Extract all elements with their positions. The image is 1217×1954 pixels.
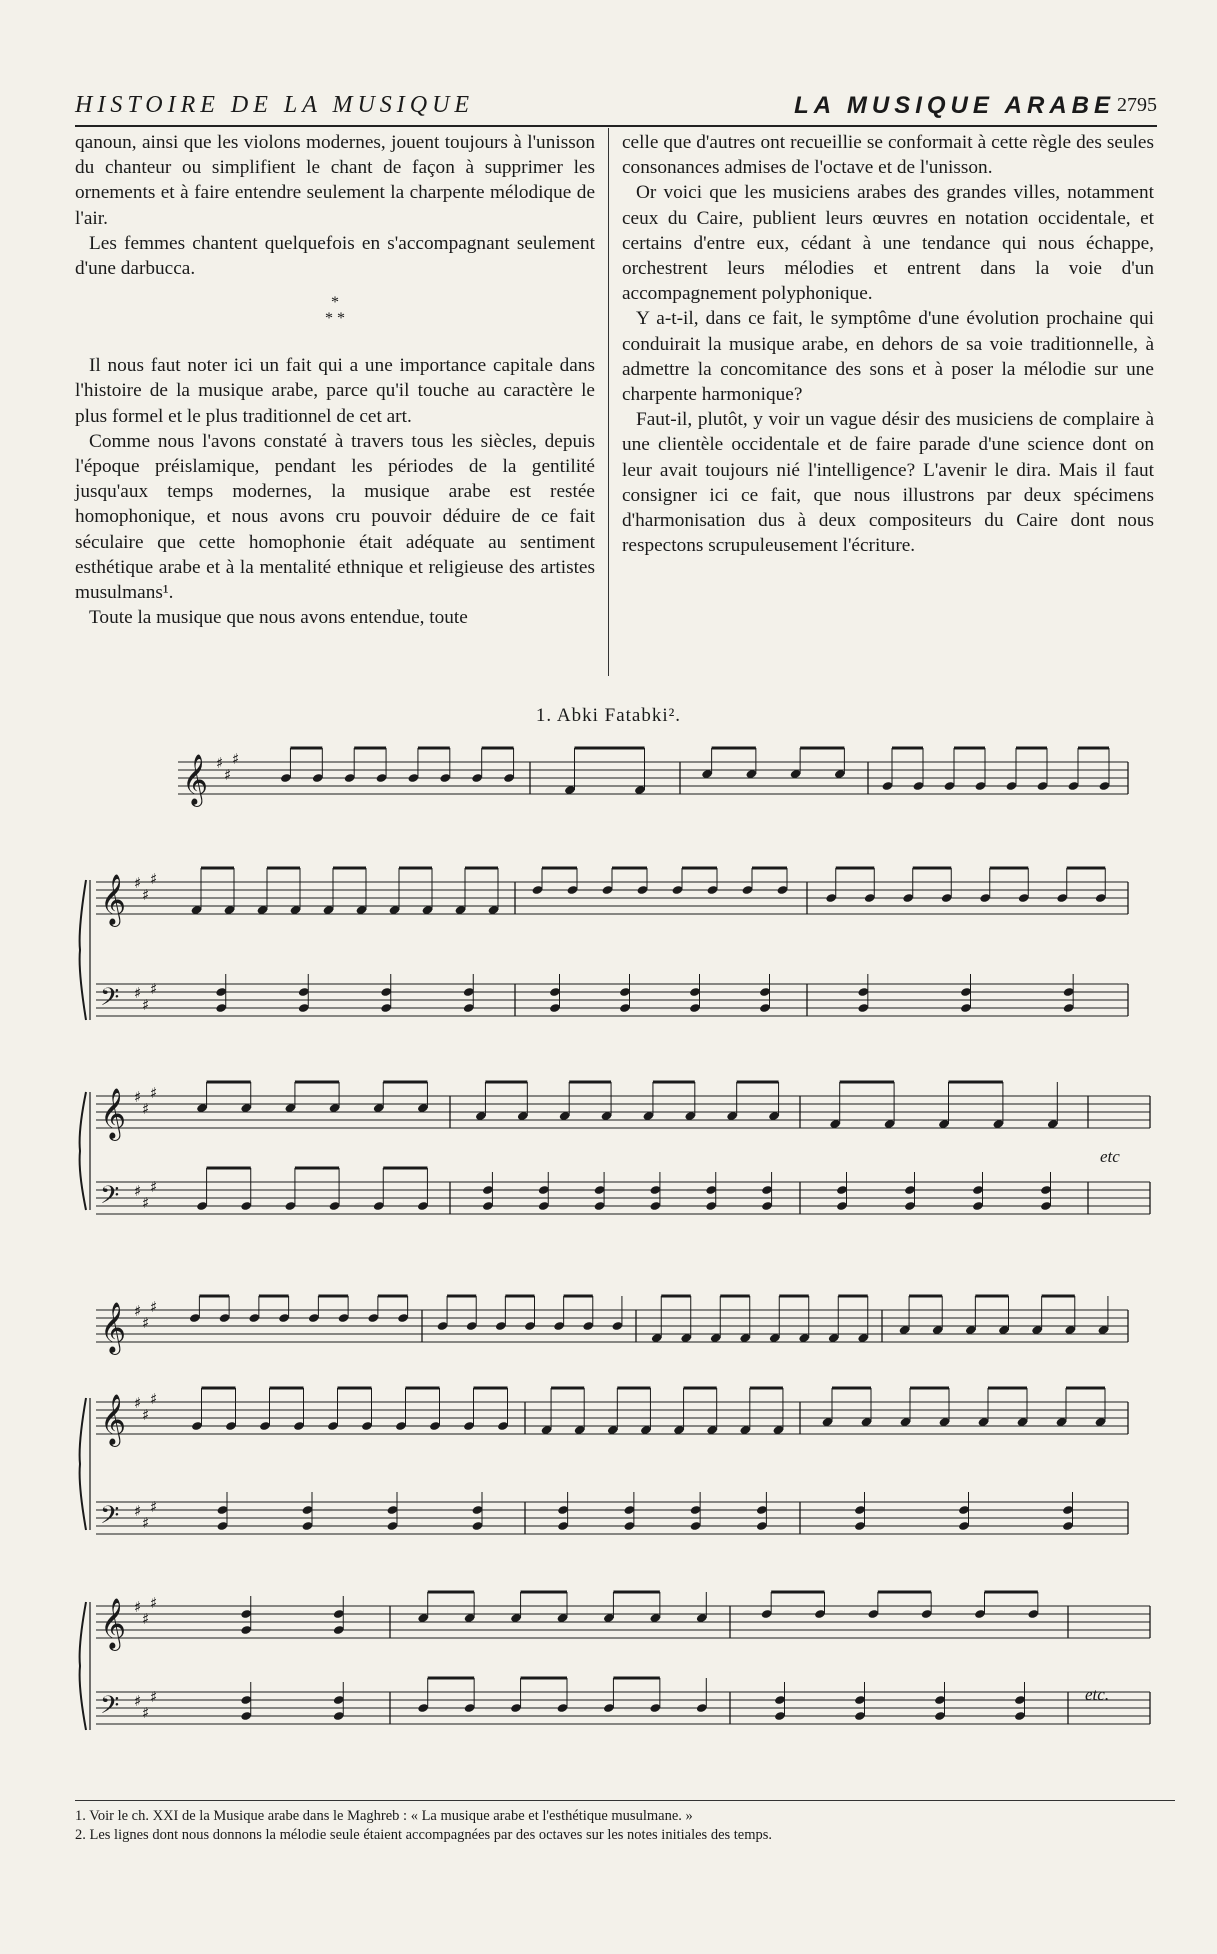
header-rule	[75, 125, 1157, 127]
sharp-icon: ♯	[142, 1704, 150, 1722]
sharp-icon: ♯	[232, 750, 240, 768]
sharp-icon: ♯	[142, 1314, 150, 1332]
footnote-rule	[75, 1800, 1175, 1801]
header-right-title: LA MUSIQUE ARABE	[794, 92, 1115, 119]
page-number: 2795	[1117, 94, 1157, 116]
sharp-icon: ♯	[224, 766, 232, 784]
left-paragraph-1: qanoun, ainsi que les violons modernes, jouent toujours à l'unisson du chanteur ou simplifient le chant de façon à supprimer les ornements et à faire entendre seulement la charpente mélodique de l'air.	[75, 132, 595, 229]
etc-label-2: etc.	[1085, 1685, 1110, 1704]
sharp-icon: ♯	[142, 1194, 150, 1212]
system-5-brace	[80, 1398, 86, 1530]
footnote-1: 1. Voir le ch. XXI de la Musique arabe dans le Maghreb : « La musique arabe et l'esthétique musulmane. »	[75, 1808, 693, 1824]
left-column	[75, 130, 595, 630]
sharp-icon: ♯	[150, 1498, 158, 1516]
sharp-icon: ♯	[142, 886, 150, 904]
sharp-icon: ♯	[142, 1100, 150, 1118]
sharp-icon: ♯	[134, 1502, 142, 1520]
running-header	[75, 92, 1157, 126]
sharp-icon: ♯	[134, 1692, 142, 1710]
treble-clef-icon: 𝄞	[100, 874, 127, 925]
etc-label-1: etc	[1100, 1147, 1120, 1166]
section-separator	[75, 281, 595, 353]
separator-stars: * * *	[325, 294, 345, 328]
music-score	[0, 730, 1217, 1800]
right-paragraph-4: Faut-il, plutôt, y voir un vague désir des musiciens de complaire à une clientèle occidentale et de faire parade d'une science dont on leur avait toujours nié l'intelligence? L'avenir le dira. Mais il faut consigner ici ce fait, que nous illustrons par deux spécimens d'harmonisation dus à deux compositeurs du Caire dont nous respectons scrupuleusement l'écriture.	[622, 409, 1154, 557]
bass-clef-icon: 𝄢	[100, 1181, 120, 1216]
footnote-2: 2. Les lignes dont nous donnons la mélodie seule étaient accompagnées par des octaves sur les notes initiales des temps.	[75, 1827, 773, 1843]
sharp-icon: ♯	[216, 754, 224, 772]
treble-clef-icon: 𝄞	[100, 1088, 127, 1139]
sharp-icon: ♯	[134, 874, 142, 892]
right-paragraph-2: Or voici que les musiciens arabes des grandes villes, notamment ceux du Caire, publient leurs œuvres en notation occidentale, et certains d'entre eux, cédant à une tendance qui nous échappe, orchestrent leurs mélodies et entrent dans la voie d'un accompagnement polyphonique.	[622, 182, 1154, 305]
right-paragraph-3: Y a-t-il, dans ce fait, le symptôme d'une évolution prochaine qui conduirait la musique arabe, en dehors de sa voie traditionnelle, à admettre la concomitance des sons et à poser la mélodie sur une charpente harmonique?	[622, 308, 1154, 406]
left-paragraph-2: Les femmes chantent quelquefois en s'accompagnant seulement d'une darbucca.	[75, 232, 595, 280]
left-paragraph-5: Toute la musique que nous avons entendue, toute	[89, 607, 468, 629]
treble-clef-icon: 𝄞	[100, 1302, 127, 1353]
left-paragraph-3: Il nous faut noter ici un fait qui a une importance capitale dans l'histoire de la musique arabe, parce qu'il touche au caractère le plus formel et le plus traditionnel de cet art.	[75, 355, 595, 427]
bass-clef-icon: 𝄢	[100, 983, 120, 1018]
system-3-brace	[80, 1092, 86, 1210]
sharp-icon: ♯	[150, 1178, 158, 1196]
system-2-brace	[80, 880, 86, 1020]
treble-clef-icon: 𝄞	[100, 1598, 127, 1649]
system-6-brace	[80, 1602, 86, 1730]
treble-clef-icon: 𝄞	[100, 1394, 127, 1445]
right-column	[622, 130, 1154, 558]
sharp-icon: ♯	[134, 1394, 142, 1412]
column-divider	[608, 128, 609, 676]
sharp-icon: ♯	[150, 1298, 158, 1316]
music-example-title: 1. Abki Fatabki².	[535, 705, 682, 726]
header-left-title: HISTOIRE DE LA MUSIQUE	[75, 92, 475, 118]
sharp-icon: ♯	[150, 1084, 158, 1102]
sharp-icon: ♯	[150, 980, 158, 998]
sharp-icon: ♯	[150, 1390, 158, 1408]
sharp-icon: ♯	[134, 1302, 142, 1320]
bass-clef-icon: 𝄢	[100, 1501, 120, 1536]
sharp-icon: ♯	[134, 1088, 142, 1106]
sharp-icon: ♯	[142, 996, 150, 1014]
bass-clef-icon: 𝄢	[100, 1691, 120, 1726]
sharp-icon: ♯	[150, 870, 158, 888]
sharp-icon: ♯	[134, 984, 142, 1002]
treble-clef-icon: 𝄞	[182, 754, 209, 805]
sharp-icon: ♯	[142, 1406, 150, 1424]
sharp-icon: ♯	[142, 1610, 150, 1628]
sharp-icon: ♯	[142, 1514, 150, 1532]
left-paragraph-4: Comme nous l'avons constaté à travers tous les siècles, depuis l'époque préislamique, pendant les périodes de la gentilité jusqu'aux temps modernes, la musique arabe est restée homophonique, et nous avons cru pouvoir déduire de ce fait séculaire que cette homophonie était adéquate au sentiment esthétique arabe et à la mentalité ethnique et religieuse des artistes musulmans¹.	[75, 430, 595, 604]
sharp-icon: ♯	[150, 1594, 158, 1612]
sharp-icon: ♯	[150, 1688, 158, 1706]
sharp-icon: ♯	[134, 1182, 142, 1200]
right-paragraph-1: celle que d'autres ont recueillie se conformait à cette règle des seules consonances admises de l'octave et de l'unisson.	[622, 132, 1154, 179]
sharp-icon: ♯	[134, 1598, 142, 1616]
